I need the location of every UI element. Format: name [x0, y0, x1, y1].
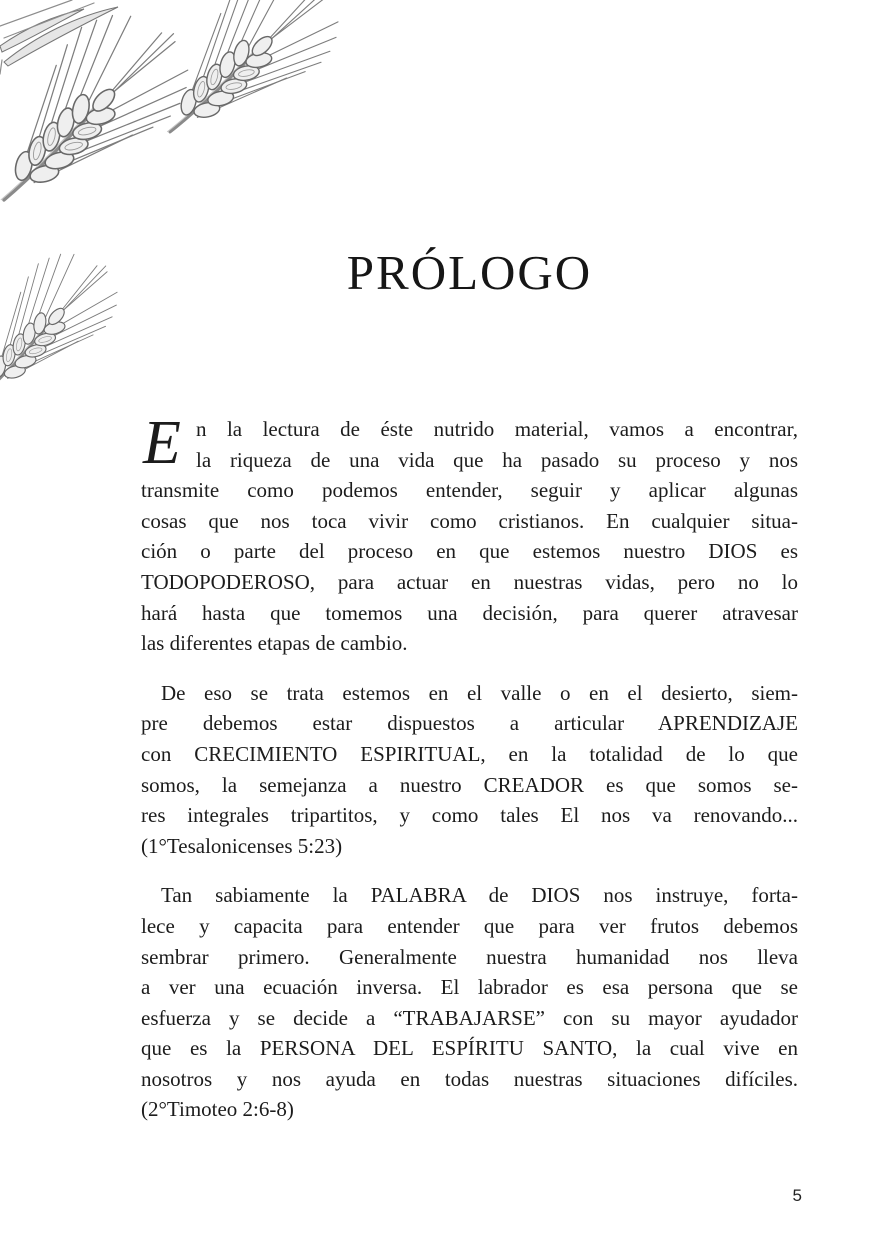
text-line: nosotros y nos ayuda en todas nuestras situaciones difíciles.	[141, 1066, 798, 1091]
text-line: con CRECIMIENTO ESPIRITUAL, en la totalidad de lo que	[141, 741, 798, 766]
paragraph	[141, 409, 798, 659]
wheat-leaf-icon	[0, 0, 118, 74]
text-line: De eso se trata estemos en el valle o en el desierto, siem-	[161, 680, 798, 705]
page-title: PRÓLOGO	[346, 245, 593, 300]
wheat-ear-icon	[128, 0, 361, 171]
text-line: TODOPODEROSO, para actuar en nuestras vidas, pero no lo	[141, 569, 798, 594]
text-line: las diferentes etapas de cambio.	[141, 631, 408, 656]
wheat-ear-icon	[0, 231, 136, 420]
text-line: hará hasta que tomemos una decisión, para querer atravesar	[141, 600, 798, 625]
paragraph	[141, 678, 798, 862]
text-line: transmite como podemos entender, seguir y aplicar algunas	[141, 478, 798, 503]
page-number: 5	[792, 1186, 802, 1205]
text-line: la riqueza de una vida que ha pasado su proceso y nos	[196, 447, 798, 472]
body-text	[141, 409, 798, 1125]
text-line: cosas que nos toca vivir como cristianos. En cualquier situa-	[141, 508, 798, 533]
text-line: Tan sabiamente la PALABRA de DIOS nos instruye, forta-	[161, 883, 798, 908]
text-line: (2°Timoteo 2:6-8)	[141, 1097, 294, 1122]
wheat-decoration	[0, 0, 420, 420]
text-line: res integrales tripartitos, y como tales El nos va renovando...	[141, 803, 798, 828]
text-line: lece y capacita para entender que para ver frutos debemos	[141, 913, 798, 938]
text-line: n la lectura de éste nutrido material, vamos a encontrar,	[196, 417, 798, 441]
drop-cap: E	[143, 409, 181, 477]
text-line: que es la PERSONA DEL ESPÍRITU SANTO, la cual vive en	[141, 1036, 798, 1061]
text-line: pre debemos estar dispuestos a articular APRENDIZAJE	[141, 711, 798, 736]
text-line: esfuerza y se decide a “TRABAJARSE” con su mayor ayudador	[141, 1005, 798, 1030]
paragraph	[141, 880, 798, 1125]
text-line: somos, la semejanza a nuestro CREADOR es que somos se-	[141, 772, 798, 797]
text-line: sembrar primero. Generalmente nuestra humanidad nos lleva	[141, 944, 798, 969]
text-line: a ver una ecuación inversa. El labrador es esa persona que se	[141, 975, 798, 1000]
text-line: ción o parte del proceso en que estemos nuestro DIOS es	[141, 539, 798, 564]
text-line: (1°Tesalonicenses 5:23)	[141, 833, 343, 858]
